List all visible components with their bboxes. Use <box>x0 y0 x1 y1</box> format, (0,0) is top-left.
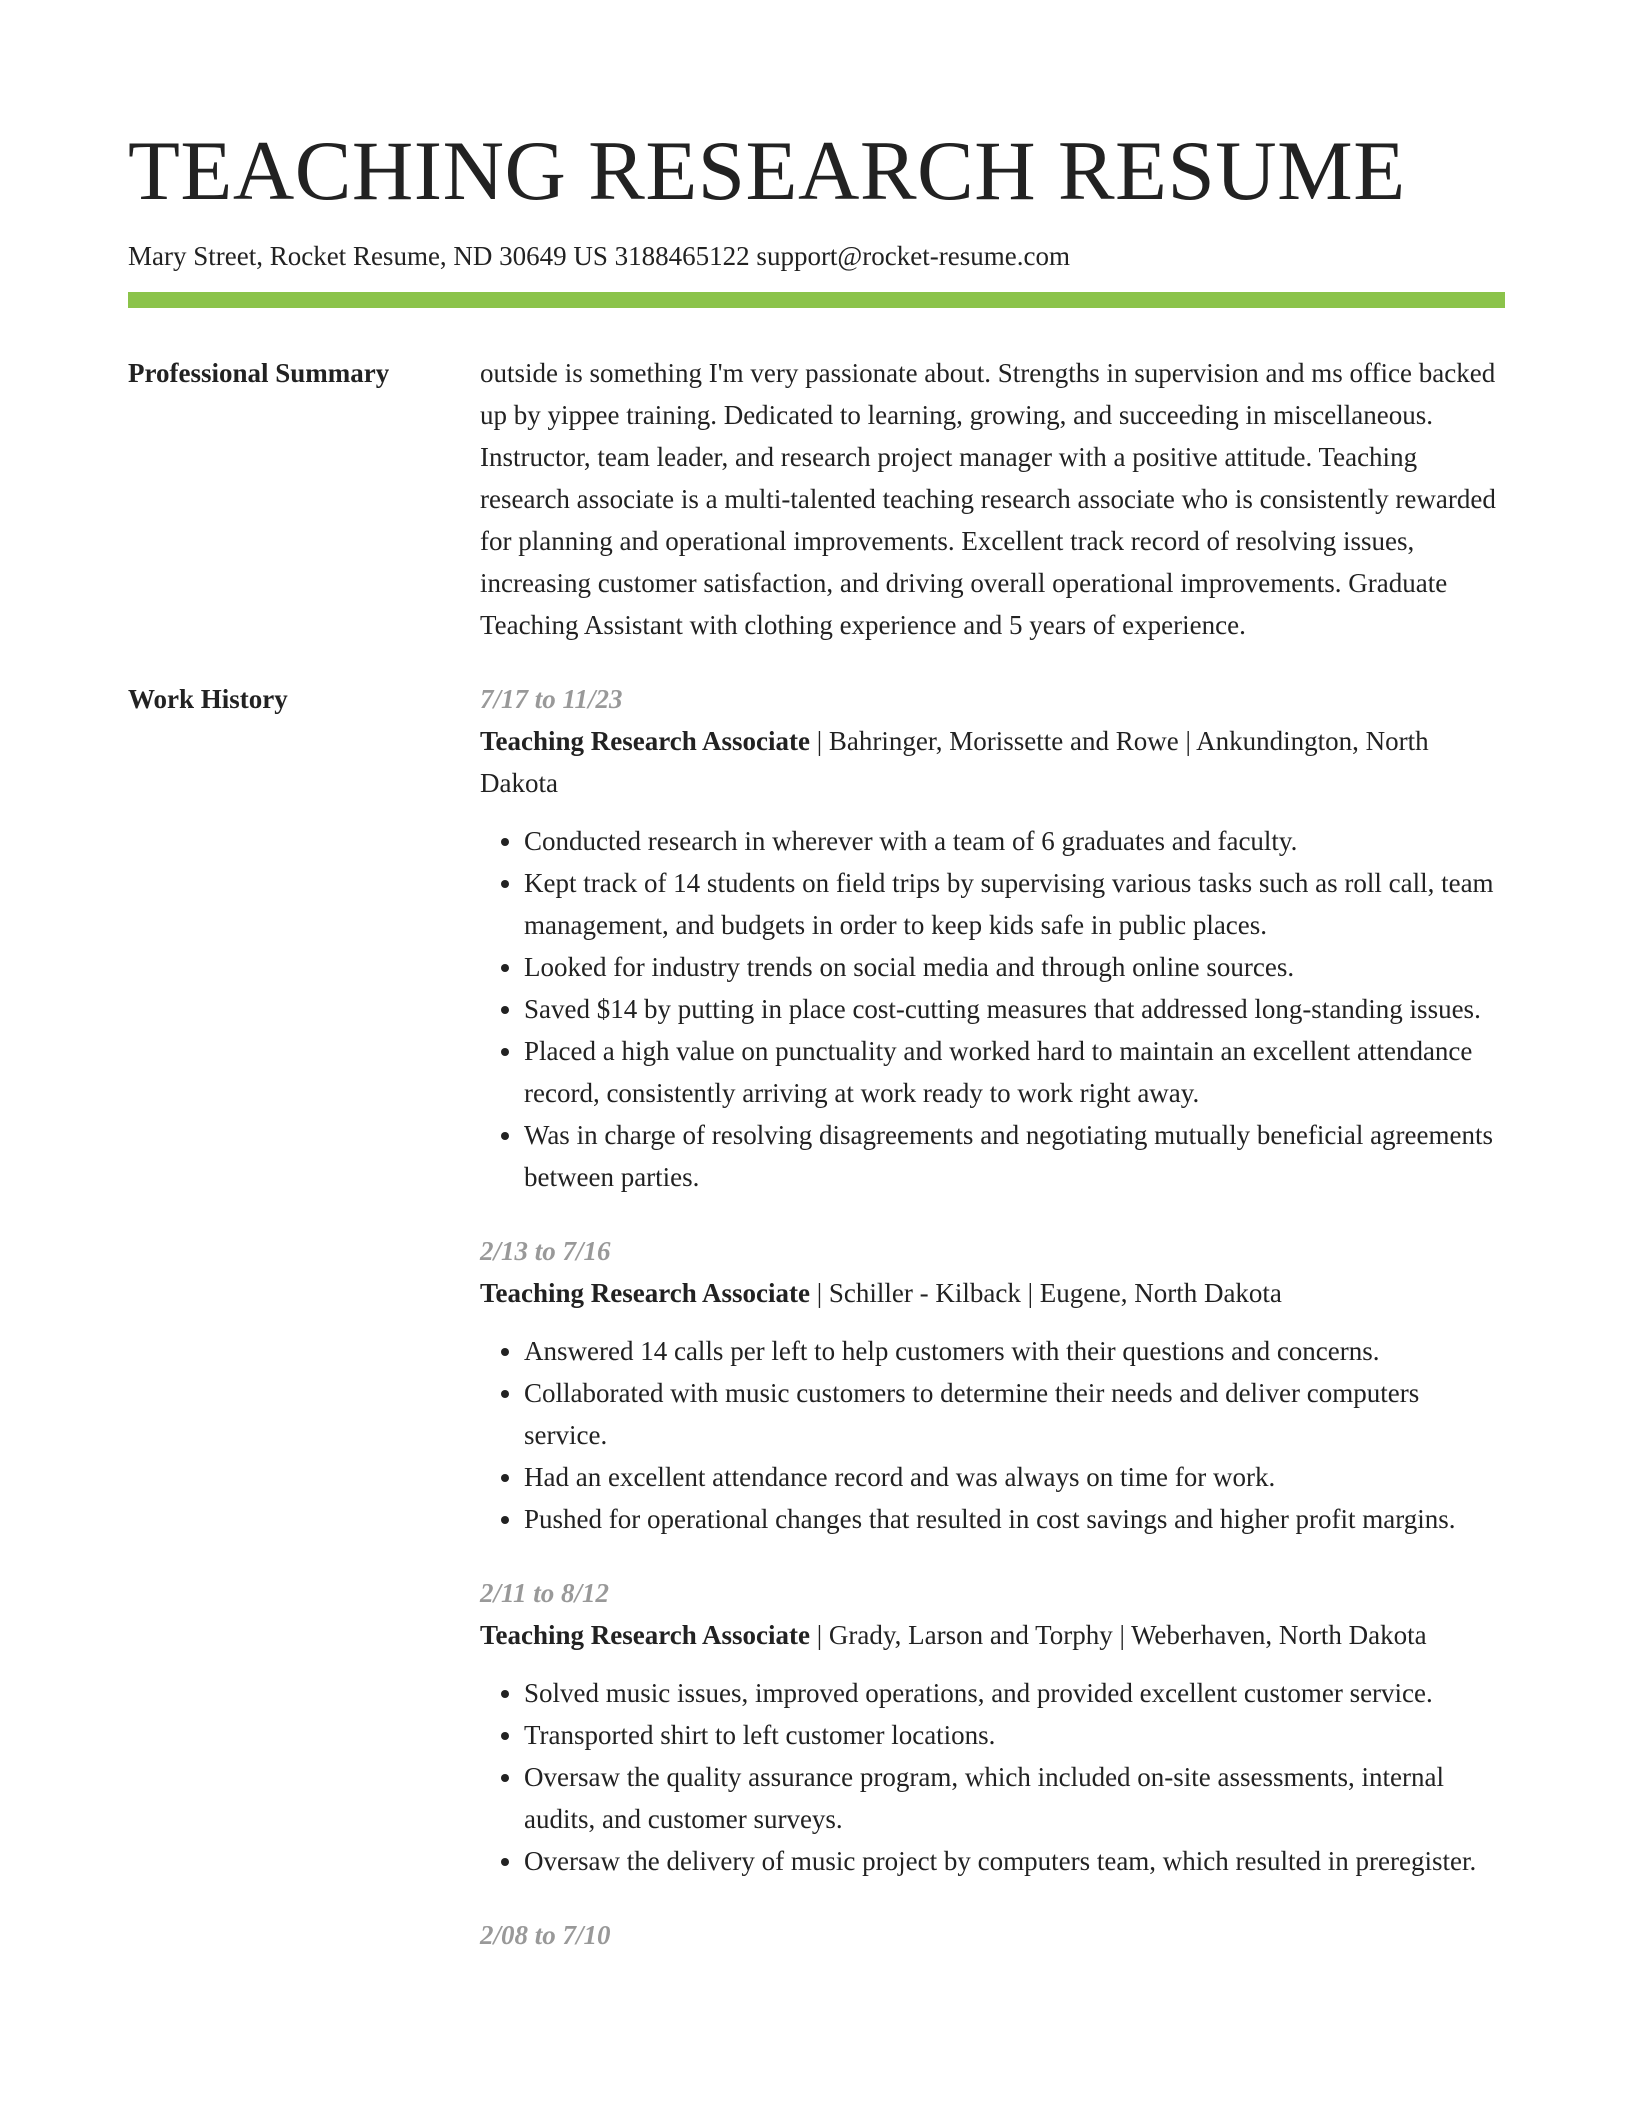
job-heading <box>480 1614 1505 1656</box>
list-item: • Collaborated with music customers to determine their needs and deliver computers service. <box>524 1372 1505 1456</box>
list-item: • Had an excellent attendance record and was always on time for work. <box>524 1456 1505 1498</box>
work-history-body <box>480 678 1505 1988</box>
job-dates: 2/13 to 7/16 <box>480 1236 611 1266</box>
job-title: Teaching Research Associate <box>480 1278 810 1308</box>
job-entry <box>480 1914 1505 1956</box>
job-title: Teaching Research Associate <box>480 726 810 756</box>
list-item: • Looked for industry trends on social media and through online sources. <box>524 946 1505 988</box>
list-item: • Answered 14 calls per left to help customers with their questions and concerns. <box>524 1330 1505 1372</box>
list-item: • Oversaw the delivery of music project by computers team, which resulted in preregister. <box>524 1840 1505 1882</box>
summary-body <box>480 352 1505 646</box>
professional-summary-section <box>128 352 1505 646</box>
job-entry <box>480 1230 1505 1540</box>
job-company-location: | Grady, Larson and Torphy | Weberhaven, North Dakota <box>810 1620 1427 1650</box>
list-item: • Solved music issues, improved operations, and provided excellent customer service. <box>524 1672 1505 1714</box>
list-item: • Saved $14 by putting in place cost-cutting measures that addressed long-standing issues. <box>524 988 1505 1030</box>
list-item: • Transported shirt to left customer locations. <box>524 1714 1505 1756</box>
job-bullet-list <box>480 1330 1505 1540</box>
job-dates: 7/17 to 11/23 <box>480 684 623 714</box>
list-item: • Conducted research in wherever with a team of 6 graduates and faculty. <box>524 820 1505 862</box>
list-item: • Oversaw the quality assurance program, which included on-site assessments, internal audits, and customer surveys. <box>524 1756 1505 1840</box>
accent-divider <box>128 292 1505 308</box>
job-heading <box>480 720 1505 804</box>
job-title: Teaching Research Associate <box>480 1620 810 1650</box>
job-company-location: | Schiller - Kilback | Eugene, North Dakota <box>810 1278 1282 1308</box>
job-dates: 2/11 to 8/12 <box>480 1578 610 1608</box>
list-item: • Placed a high value on punctuality and worked hard to maintain an excellent attendance record, consistently arriving at work ready to work right away. <box>524 1030 1505 1114</box>
resume-title: TEACHING RESEARCH RESUME <box>128 124 1406 218</box>
job-dates: 2/08 to 7/10 <box>480 1920 611 1950</box>
list-item: • Was in charge of resolving disagreements and negotiating mutually beneficial agreements between parties. <box>524 1114 1505 1198</box>
section-label-work: Work History <box>128 684 288 714</box>
summary-text: outside is something I'm very passionate about. Strengths in supervision and ms office backed up by yippee training. Dedicated to learning, growing, and succeeding in miscellaneous. Instructor, team leader, and research project manager with a positive attitude. Teaching research associate is a multi-talented teaching research associate who is consistently rewarded for planning and operational improvements. Excellent track record of resolving issues, increasing customer satisfaction, and driving overall operational improvements. Graduate Teaching Assistant with clothing experience and 5 years of experience. <box>480 358 1496 640</box>
job-bullet-list <box>480 1672 1505 1882</box>
job-bullet-list <box>480 820 1505 1198</box>
job-entry <box>480 1572 1505 1882</box>
job-company-location: | Bahringer, Morissette and Rowe | Ankundington, North Dakota <box>480 726 1429 798</box>
list-item: • Kept track of 14 students on field trips by supervising various tasks such as roll call, team management, and budgets in order to keep kids safe in public places. <box>524 862 1505 946</box>
job-heading <box>480 1272 1505 1314</box>
work-history-section <box>128 678 1505 1988</box>
list-item: • Pushed for operational changes that resulted in cost savings and higher profit margins. <box>524 1498 1505 1540</box>
job-entry <box>480 678 1505 1198</box>
section-label-summary: Professional Summary <box>128 358 390 388</box>
contact-line: Mary Street, Rocket Resume, ND 30649 US 3188465122 support@rocket-resume.com <box>128 241 1070 271</box>
resume-page <box>128 0 1505 1988</box>
